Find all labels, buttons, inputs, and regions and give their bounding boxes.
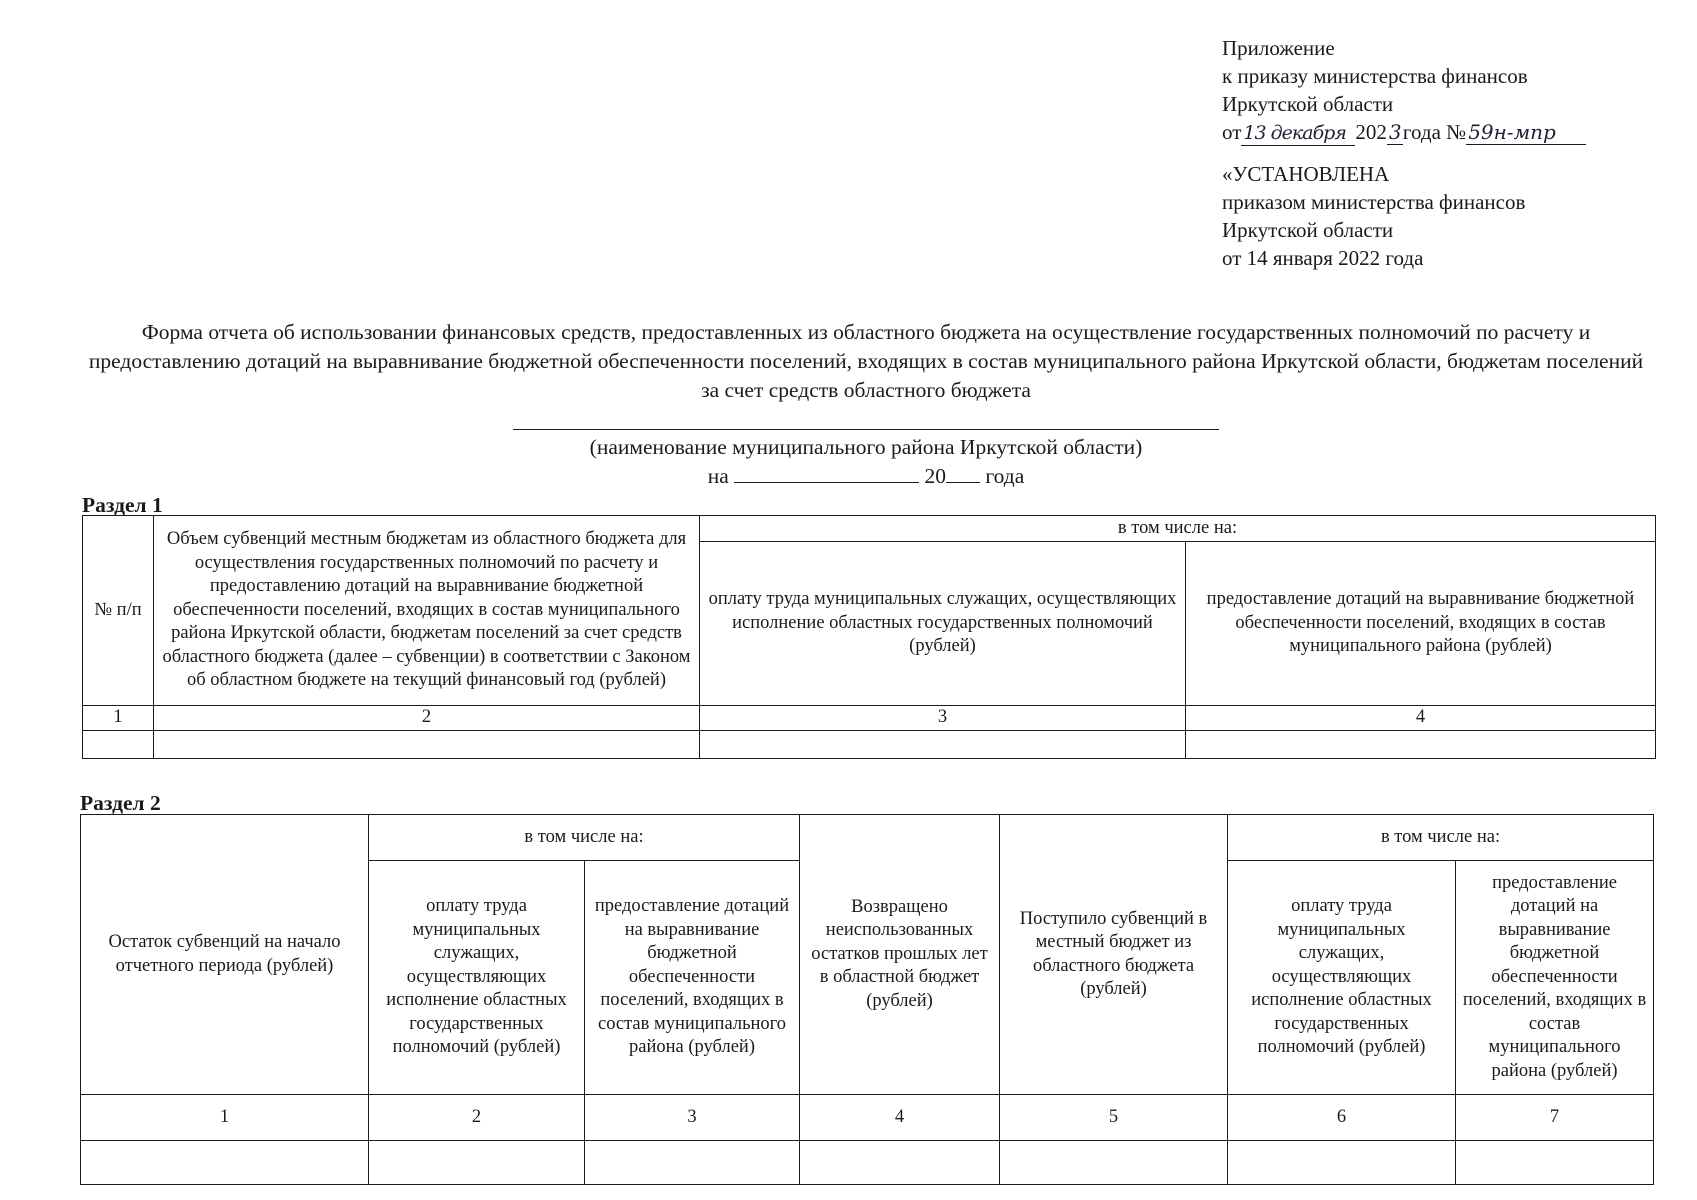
s2-header-including-b: в том числе на:: [1228, 815, 1654, 861]
s2-header-including-a: в том числе на:: [369, 815, 800, 861]
s2-col-number: 3: [585, 1095, 800, 1141]
s2-col-number: 4: [800, 1095, 1000, 1141]
section-1-title: Раздел 1: [82, 493, 163, 517]
s2-data-cell[interactable]: [585, 1141, 800, 1185]
s2-col-number: 1: [81, 1095, 369, 1141]
s2-header-returned: Возвращено неиспользованных остатков прошлых лет в областной бюджет (рублей): [800, 815, 1000, 1095]
established-line-3: Иркутской области: [1222, 218, 1394, 242]
approval-line-2: к приказу министерства финансов: [1222, 64, 1528, 88]
s2-header-subsidy-b: предоставление дотаций на выравнивание бюджетной обеспеченности поселений, входящих в состав муниципального района (рублей): [1456, 861, 1654, 1095]
handwritten-date: 13 декабря: [1241, 121, 1355, 146]
s2-header-salary-b: оплату труда муниципальных служащих, осуществляющих исполнение областных государственных полномочий (рублей): [1228, 861, 1456, 1095]
s2-data-cell[interactable]: [1456, 1141, 1654, 1185]
approval-spacer: [1222, 146, 1586, 160]
s1-data-cell[interactable]: [700, 731, 1186, 759]
s2-data-cell[interactable]: [800, 1141, 1000, 1185]
handwritten-year-digit: 3: [1388, 120, 1402, 144]
s2-col-number: 5: [1000, 1095, 1228, 1141]
established-line-2: приказом министерства финансов: [1222, 190, 1526, 214]
form-title: Форма отчета об использовании финансовых средств, предоставленных из областного бюджета на осуществление государственных полномочий по расчету и предоставлению дотаций на выравнивание бюджетной обеспеченности поселений, входящих в состав муниципального района Иркутской области, бюджетам поселений за счет средств областного бюджета: [88, 320, 1644, 402]
approval-date-line: [1222, 118, 1586, 146]
approval-line-3: Иркутской области: [1222, 92, 1394, 116]
district-caption: (наименование муниципального района Иркутской области): [589, 435, 1143, 459]
s2-header-subsidy-a: предоставление дотаций на выравнивание бюджетной обеспеченности поселений, входящих в состав муниципального района (рублей): [585, 861, 800, 1095]
s1-header-salary: оплату труда муниципальных служащих, осуществляющих исполнение областных государственных полномочий (рублей): [700, 542, 1186, 706]
s2-data-cell[interactable]: [1000, 1141, 1228, 1185]
s1-header-subsidy: предоставление дотаций на выравнивание бюджетной обеспеченности поселений, входящих в состав муниципального района (рублей): [1186, 542, 1656, 706]
s1-data-cell[interactable]: [1186, 731, 1656, 759]
s1-col-number: 2: [154, 706, 700, 731]
s1-header-volume: Объем субвенций местным бюджетам из областного бюджета для осуществления государственных полномочий по расчету и предоставлению дотаций на выравнивание бюджетной обеспеченности поселений, входящих в состав муниципального района Иркутской области, бюджетам поселений за счет средств областного бюджета (далее – субвенции) в соответствии с Законом об областном бюджете на текущий финансовый год (рублей): [154, 516, 700, 706]
s2-col-number: 6: [1228, 1095, 1456, 1141]
s2-header-salary-a: оплату труда муниципальных служащих, осуществляющих исполнение областных государственных полномочий (рублей): [369, 861, 585, 1095]
s1-data-cell[interactable]: [154, 731, 700, 759]
s1-header-num: № п/п: [83, 516, 154, 706]
s1-col-number: 4: [1186, 706, 1656, 731]
established-line-4: от 14 января 2022 года: [1222, 246, 1424, 270]
s2-col-number: 2: [369, 1095, 585, 1141]
approval-block: [1222, 34, 1586, 272]
s2-col-number: 7: [1456, 1095, 1654, 1141]
section-1-table: [82, 515, 1656, 759]
s2-header-received: Поступило субвенций в местный бюджет из областного бюджета (рублей): [1000, 815, 1228, 1095]
established-line-1: «УСТАНОВЛЕНА: [1222, 162, 1390, 186]
approval-from-label: от: [1222, 120, 1242, 144]
s2-data-cell[interactable]: [81, 1141, 369, 1185]
s2-header-balance: Остаток субвенций на начало отчетного периода (рублей): [81, 815, 369, 1095]
date-blank: [734, 462, 919, 483]
year-suffix: года: [985, 464, 1025, 488]
s1-data-cell[interactable]: [83, 731, 154, 759]
section-2-table: [80, 814, 1654, 1185]
s1-header-including: в том числе на:: [700, 516, 1656, 542]
handwritten-order-number: 59н-мпр: [1466, 120, 1586, 145]
approval-line-1: Приложение: [1222, 36, 1335, 60]
district-name-line: [513, 429, 1219, 430]
approval-year-suffix: года №: [1402, 120, 1467, 144]
section-2-title: Раздел 2: [80, 791, 161, 815]
on-label: на: [707, 464, 729, 488]
report-date-line: [513, 462, 1219, 490]
year-blank: [946, 462, 980, 483]
year-prefix: 20: [924, 464, 947, 488]
approval-year-prefix: 202: [1355, 120, 1387, 144]
s2-data-cell[interactable]: [369, 1141, 585, 1185]
s1-col-number: 3: [700, 706, 1186, 731]
s1-col-number: 1: [83, 706, 154, 731]
s2-data-cell[interactable]: [1228, 1141, 1456, 1185]
